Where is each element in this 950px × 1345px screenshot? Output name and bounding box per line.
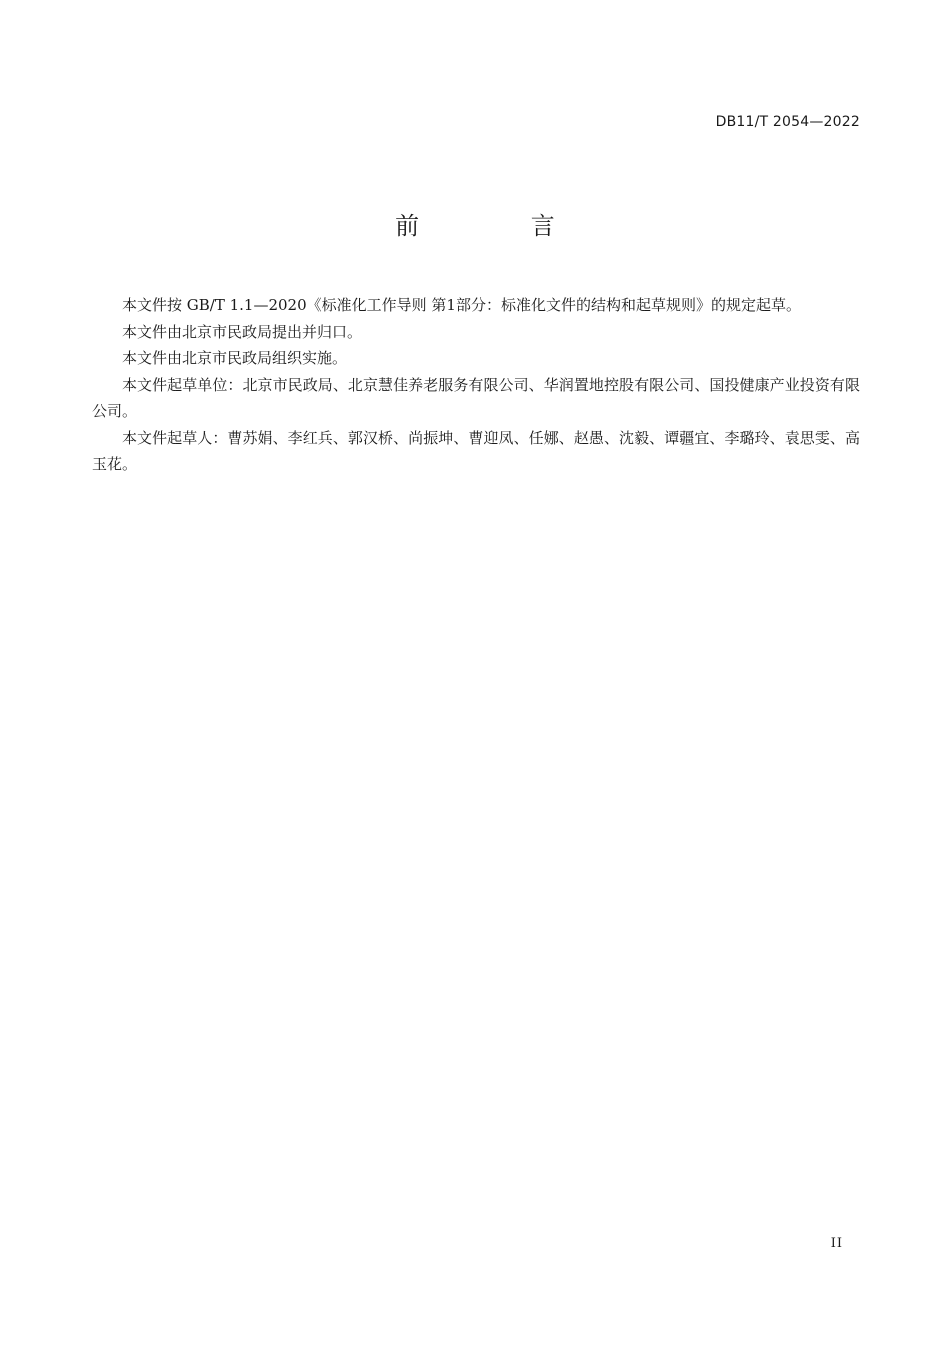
page-title: 前 言 (395, 212, 607, 240)
document-code: DB11/T 2054—2022 (715, 114, 860, 130)
paragraph-drafters: 本文件起草人：曹苏娟、李红兵、郭汉桥、尚振坤、曹迎凤、任娜、赵愚、沈毅、谭疆宜、李璐玲、袁思雯、高玉花。 (92, 428, 860, 473)
paragraph-proposer: 本文件由北京市民政局提出并归口。 (122, 322, 363, 341)
paragraph-implementer: 本文件由北京市民政局组织实施。 (122, 349, 348, 367)
paragraph-drafting-rules: 本文件按 GB/T 1.1—2020《标准化工作导则 第1部分：标准化文件的结构和起草规则》的规定起草。 (122, 296, 801, 314)
foreword-body (92, 292, 860, 478)
paragraph-drafting-units: 本文件起草单位：北京市民政局、北京慧佳养老服务有限公司、华润置地控股有限公司、国投健康产业投资有限公司。 (92, 375, 860, 420)
page-number: II (830, 1236, 843, 1251)
